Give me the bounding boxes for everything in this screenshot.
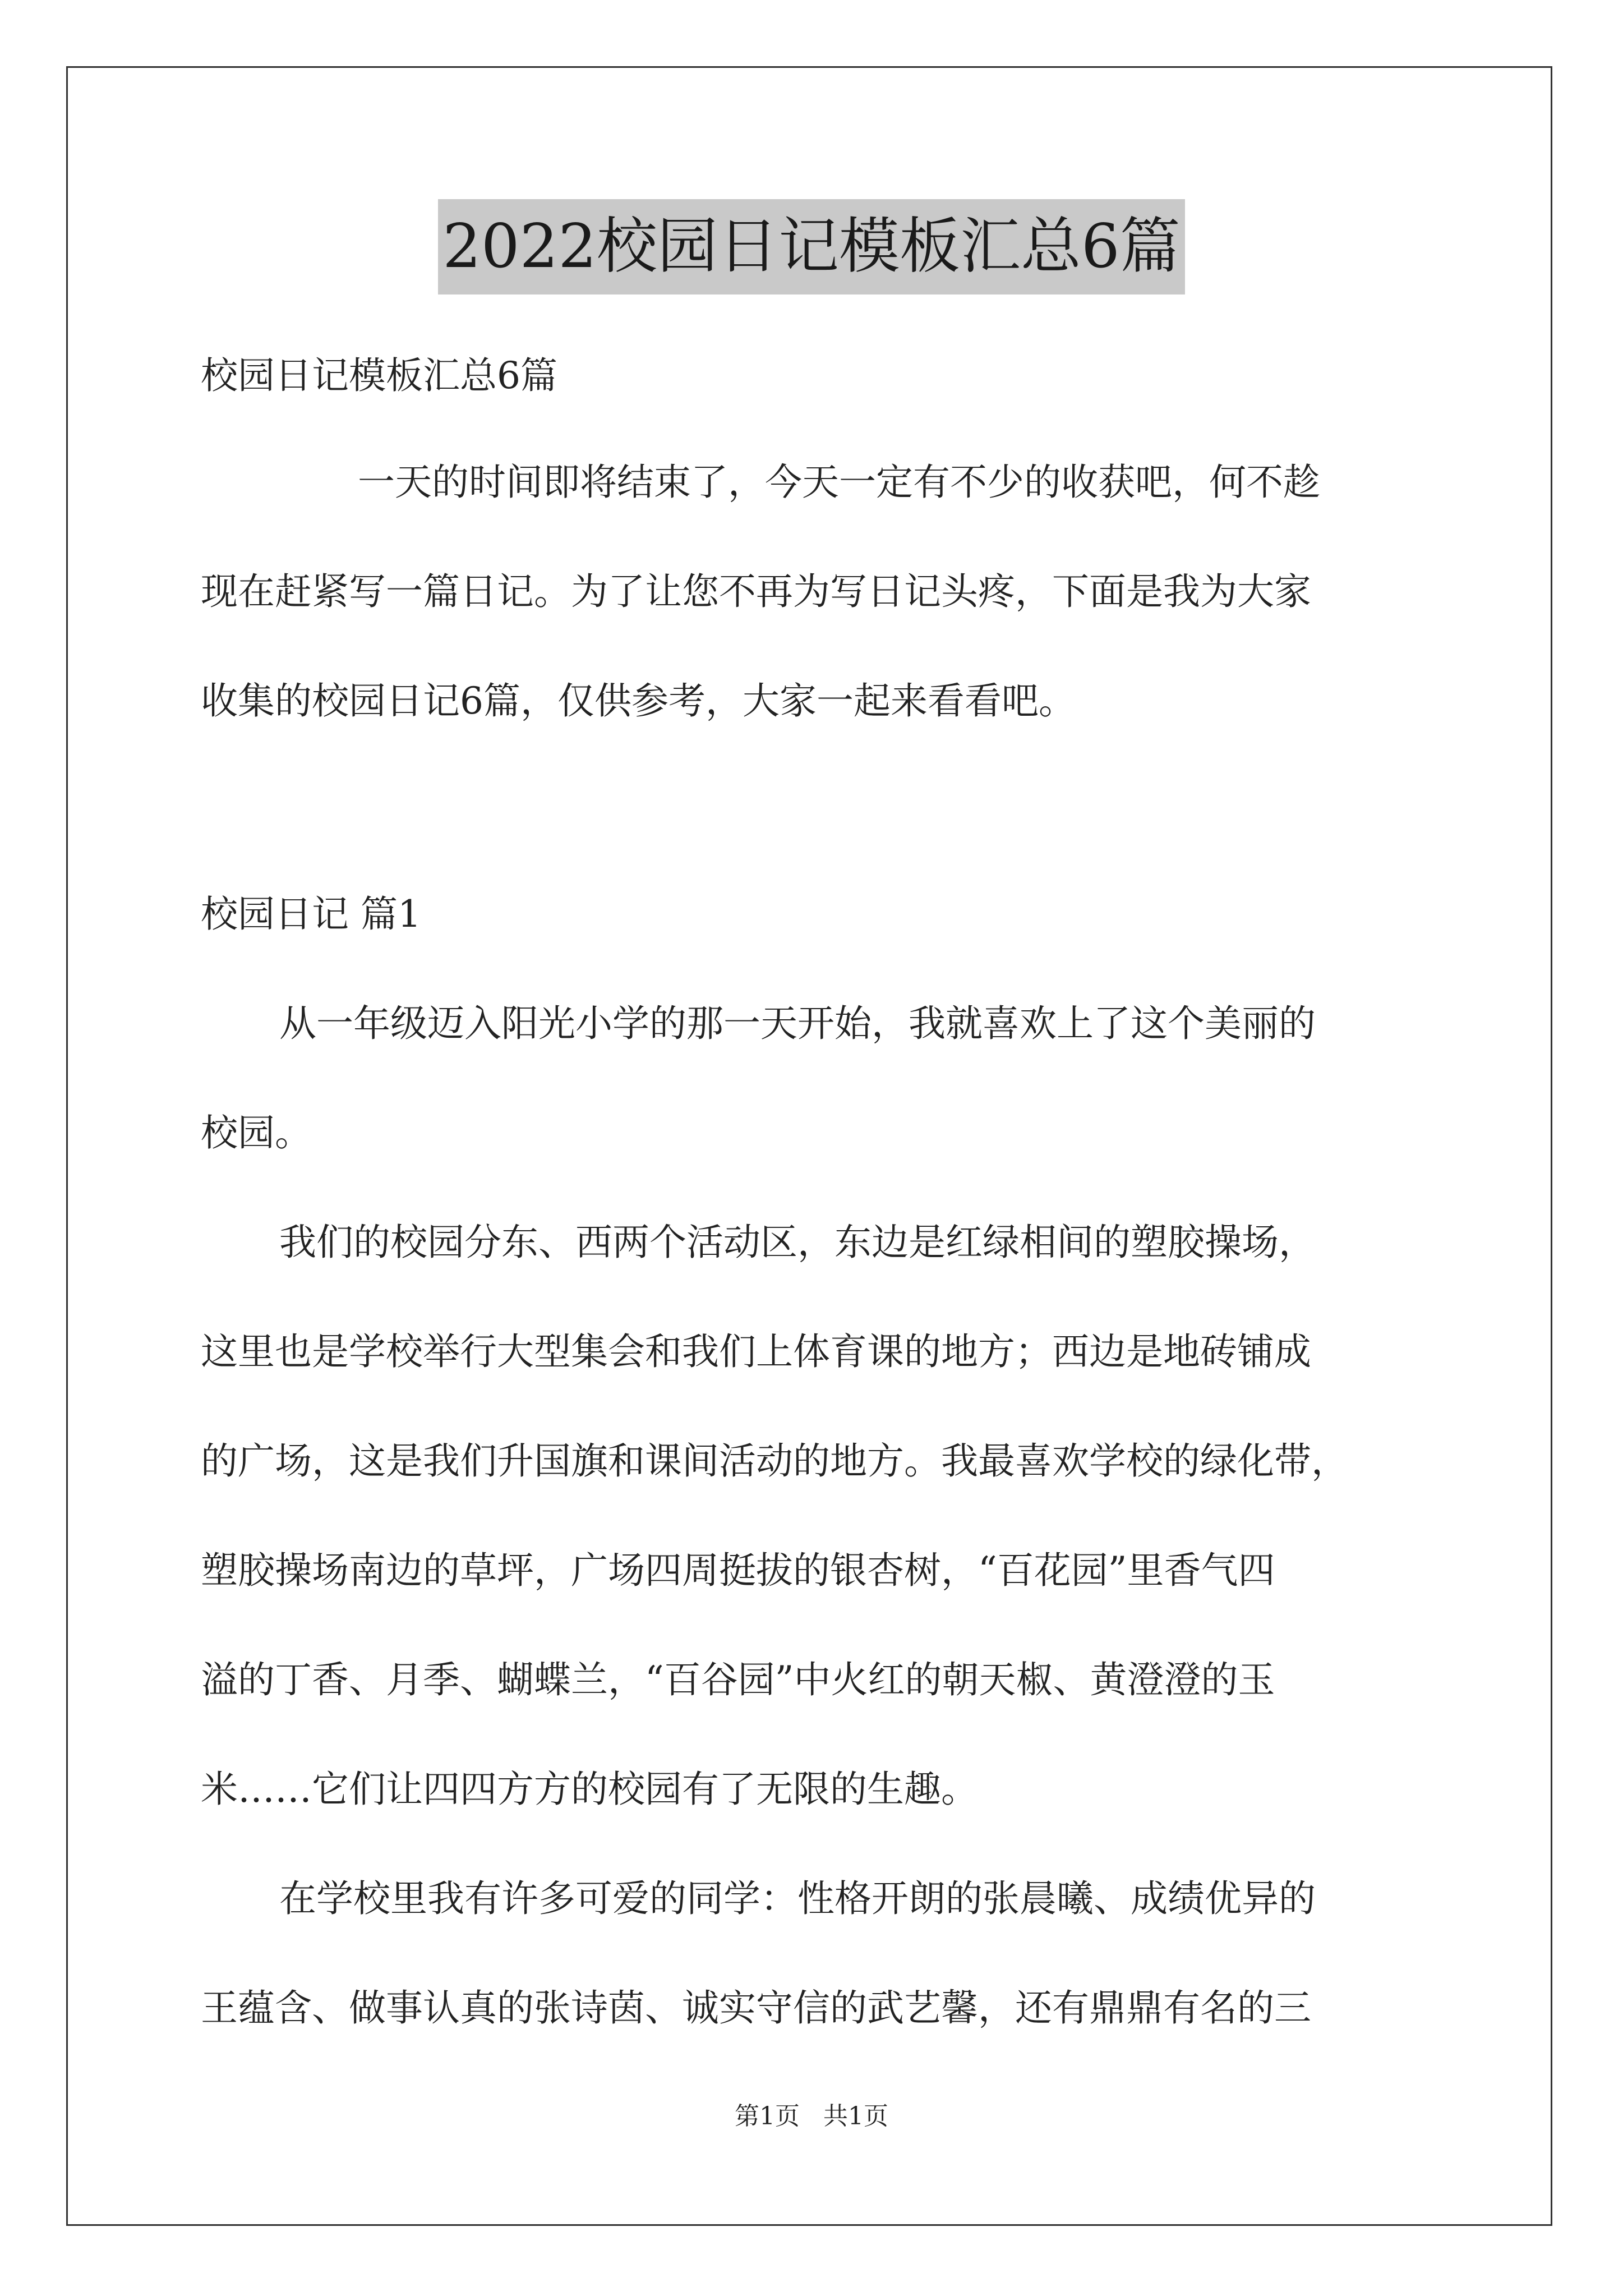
page-total: 共1页 — [823, 2102, 888, 2131]
section-heading: 校园日记 篇1 — [201, 892, 421, 936]
body-line: 王蕴含、做事认真的张诗茵、诚实守信的武艺馨，还有鼎鼎有名的三 — [201, 1986, 1311, 2030]
intro-line: 一天的时间即将结束了，今天一定有不少的收获吧，何不趁 — [358, 461, 1320, 504]
page-number: 第1页 — [735, 2102, 800, 2131]
body-line: 溢的丁香、月季、蝴蝶兰，“百谷园”中火红的朝天椒、黄澄澄的玉 — [201, 1658, 1275, 1701]
intro-line: 收集的校园日记6篇，仅供参考，大家一起来看看吧。 — [201, 679, 1076, 723]
body-line: 校园。 — [201, 1111, 312, 1154]
title-block — [0, 199, 1623, 295]
body-line: 米……它们让四四方方的校园有了无限的生趣。 — [201, 1768, 978, 1811]
body-line: 塑胶操场南边的草坪，广场四周挺拔的银杏树，“百花园”里香气四 — [201, 1549, 1275, 1592]
body-line: 的广场，这是我们升国旗和课间活动的地方。我最喜欢学校的绿化带， — [201, 1439, 1348, 1483]
intro-line: 现在赶紧写一篇日记。为了让您不再为写日记头疼，下面是我为大家 — [201, 570, 1311, 613]
body-line: 从一年级迈入阳光小学的那一天开始，我就喜欢上了这个美丽的 — [279, 1002, 1316, 1045]
body-line: 我们的校园分东、西两个活动区，东边是红绿相间的塑胶操场， — [279, 1221, 1316, 1264]
subtitle: 校园日记模板汇总6篇 — [201, 354, 557, 397]
page-footer — [0, 2101, 1623, 2132]
body-line: 在学校里我有许多可爱的同学：性格开朗的张晨曦、成绩优异的 — [279, 1877, 1316, 1920]
body-line: 这里也是学校举行大型集会和我们上体育课的地方；西边是地砖铺成 — [201, 1330, 1311, 1373]
document-title: 2022校园日记模板汇总6篇 — [438, 199, 1185, 295]
